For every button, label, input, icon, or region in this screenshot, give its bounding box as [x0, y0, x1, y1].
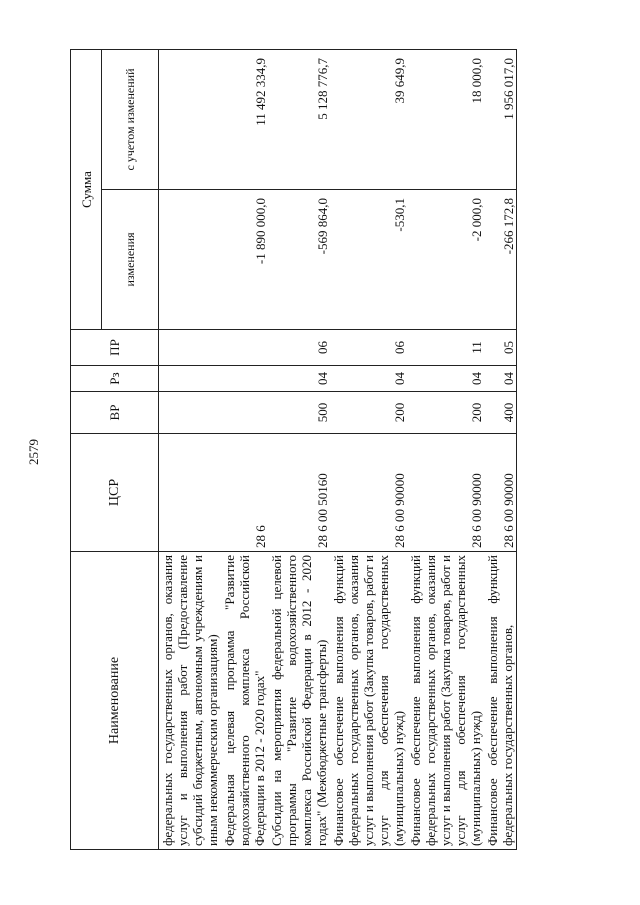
row-with-changes: 39 649,9 [330, 50, 407, 190]
table-header [71, 50, 159, 850]
row-pr [221, 330, 268, 366]
row-changes: -1 890 000,0 [221, 190, 268, 330]
header-name: Наименование [71, 552, 159, 850]
row-rz [221, 366, 268, 392]
row-with-changes: 1 956 017,0 [484, 50, 517, 190]
row-with-changes: 18 000,0 [407, 50, 484, 190]
row-name: Федеральная целевая программа "Развитие водохозяйственного комплекса Российской Федерации в 2012 - 2020 годах" [221, 552, 268, 850]
row-pr: 11 [407, 330, 484, 366]
row-name: Финансовое обеспечение выполнения функций федеральных государственных органов, [484, 552, 517, 850]
table-row [407, 50, 484, 850]
budget-table [70, 49, 517, 850]
rotated-table-frame [70, 50, 620, 850]
row-with-changes: 11 492 334,9 [221, 50, 268, 190]
header-with-changes: с учетом изменений [102, 50, 159, 190]
row-with-changes [159, 50, 222, 190]
table-row [221, 50, 268, 850]
table-row [484, 50, 517, 850]
header-vr: ВР [71, 392, 159, 434]
row-csr: 28 6 00 90000 [407, 434, 484, 552]
page-number: 2579 [26, 439, 41, 465]
row-pr: 06 [268, 330, 330, 366]
row-vr: 500 [268, 392, 330, 434]
row-pr: 06 [330, 330, 407, 366]
row-csr [159, 434, 222, 552]
row-changes: -530,1 [330, 190, 407, 330]
row-rz: 04 [407, 366, 484, 392]
row-name: федеральных государственных органов, оказания услуг и выполнения работ (Предоставление субсидий бюджетным, автономным учреждениям и иным некоммерческим организациям) [159, 552, 222, 850]
header-rz: Рз [71, 366, 159, 392]
row-vr: 200 [407, 392, 484, 434]
row-rz: 04 [484, 366, 517, 392]
row-pr: 05 [484, 330, 517, 366]
row-changes: -569 864,0 [268, 190, 330, 330]
row-name: Субсидии на мероприятия федеральной целевой программы "Развитие водохозяйственного комплекса Российской Федерации в 2012 - 2020 годах" (Межбюджетные трансферты) [268, 552, 330, 850]
header-csr: ЦСР [71, 434, 159, 552]
row-with-changes: 5 128 776,7 [268, 50, 330, 190]
row-vr [221, 392, 268, 434]
header-sum: Сумма [71, 50, 102, 330]
row-csr: 28 6 00 90000 [484, 434, 517, 552]
table-body [159, 50, 517, 850]
row-vr: 400 [484, 392, 517, 434]
row-vr [159, 392, 222, 434]
row-rz: 04 [268, 366, 330, 392]
row-csr: 28 6 [221, 434, 268, 552]
row-vr: 200 [330, 392, 407, 434]
table-row [159, 50, 222, 850]
row-name: Финансовое обеспечение выполнения функций федеральных государственных органов, оказания услуг и выполнения работ (Закупка товаров, работ и услуг для обеспечения государственных (муниципальных) нужд) [330, 552, 407, 850]
row-rz: 04 [330, 366, 407, 392]
row-rz [159, 366, 222, 392]
row-changes [159, 190, 222, 330]
header-changes: изменения [102, 190, 159, 330]
row-csr: 28 6 00 50160 [268, 434, 330, 552]
table-row [268, 50, 330, 850]
row-changes: -266 172,8 [484, 190, 517, 330]
row-pr [159, 330, 222, 366]
table-row [330, 50, 407, 850]
row-changes: -2 000,0 [407, 190, 484, 330]
row-csr: 28 6 00 90000 [330, 434, 407, 552]
row-name: Финансовое обеспечение выполнения функций федеральных государственных органов, оказания услуг и выполнения работ (Закупка товаров, работ и услуг для обеспечения государственных (муниципальных) нужд) [407, 552, 484, 850]
header-pr: ПР [71, 330, 159, 366]
